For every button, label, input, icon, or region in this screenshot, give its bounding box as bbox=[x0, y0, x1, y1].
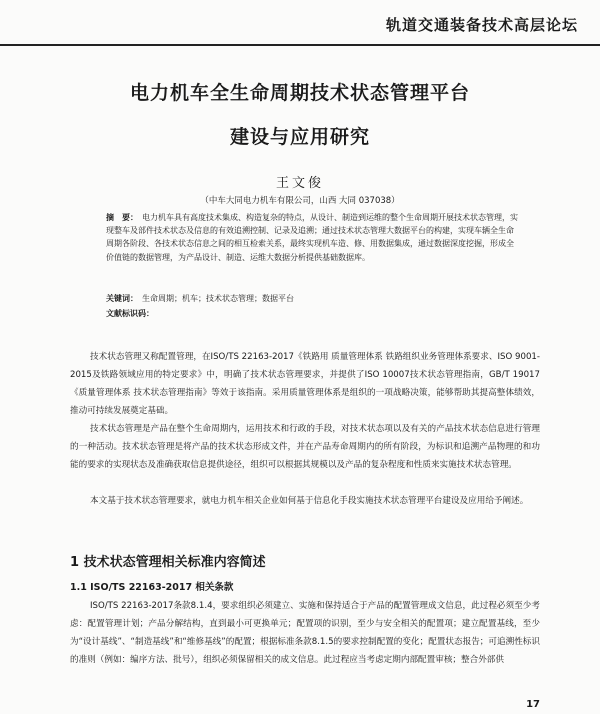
paragraph-text: 本文基于技术状态管理要求，就电力机车相关企业如何基于信息化手段实施技术状态管理平台建设及应用给予阐述。 bbox=[90, 496, 529, 506]
paper-title-line1: 电力机车全生命周期技术状态管理平台 bbox=[129, 82, 470, 104]
document-code: 文献标识码： bbox=[106, 309, 154, 318]
abstract bbox=[106, 211, 518, 264]
paragraph-text: 技术状态管理又称配置管理，在ISO/TS 22163-2017《铁路用 质量管理体系 铁路组织业务管理体系要求、ISO 9001-2015及铁路领域应用的特定要求》中，明确了技术状态管理要求，并提供了ISO 10007技术状态管理指南，GB/T 19017《质量管理体系 技术状态管理指南》等效于该指南。采用质量管理体系是组织的一项战略决策，能够帮助其提高整体绩效，推动可持续发展奠定基础。 bbox=[70, 352, 540, 416]
intro-paragraph-1 bbox=[70, 348, 540, 420]
author-name: 王文俊 bbox=[275, 176, 324, 191]
section-heading-1: 1 技术状态管理相关标准内容简述 bbox=[70, 555, 266, 570]
intro-paragraph-3 bbox=[70, 492, 540, 510]
abstract-text: 电力机车具有高度技术集成、构造复杂的特点，从设计、制造到运维的整个生命周期开展技术状态管理，实现整车及部件技术状态及信息的有效追溯控制、记录及追溯；通过技术状态管理大数据平台的构建，实现车辆全生命周期各阶段、各技术状态信息之间的相互检索关系，最终实现机车造、修、用数据集成，通过数据深度挖掘，形成全价值链的数据管理，为产品设计、制造、运维大数据分析提供基础数据库。 bbox=[106, 213, 518, 262]
abstract-label: 摘 要： bbox=[106, 213, 138, 222]
subsection-heading-1-1: 1.1 ISO/TS 22163-2017 相关条款 bbox=[70, 582, 234, 593]
header-rule bbox=[0, 44, 600, 46]
journal-header-title: 轨道交通装备技术高层论坛 bbox=[385, 16, 578, 34]
keywords-text: 生命周期；机车；技术状态管理；数据平台 bbox=[142, 294, 294, 303]
author-affiliation: （中车大同电力机车有限公司，山西 大同 037038） bbox=[200, 196, 400, 206]
keywords bbox=[106, 293, 294, 304]
intro-paragraph-2 bbox=[70, 420, 540, 474]
paper-title-line2: 建设与应用研究 bbox=[229, 126, 370, 148]
paragraph-text: ISO/TS 22163-2017条款8.1.4，要求组织必须建立、实施和保持适合于产品的配置管理成文信息，此过程必须至少考虑：配置管理计划；产品分解结构，直到最小可更换单元；配置项的识别，至少与安全相关的配置项；建立配置基线，至少为“设计基线”、“制造基线”和“维修基线”的配置；根据标准条款8.1.5的要求控制配置的变化；配置状态报告；可追溯性标识的准则（例如：编序方法、批号），组织必须保留相关的成文信息。此过程应当考虑定期内部配置审核；整合外部供 bbox=[70, 601, 540, 665]
page-number: 17 bbox=[526, 699, 540, 710]
keywords-label: 关键词： bbox=[106, 294, 138, 303]
paragraph-text: 技术状态管理是产品在整个生命周期内，运用技术和行政的手段，对技术状态项以及有关的产品技术状态信息进行管理的一种活动。技术状态管理是将产品的技术状态形成文件，并在产品寿命周期内的所有阶段，为标识和追溯产品物理的和功能的要求的实现状态及准确获取信息提供途径，组织可以根据其规模以及产品的复杂程度和性质来实施技术状态管理。 bbox=[70, 424, 540, 470]
section-paragraph-1 bbox=[70, 597, 540, 669]
